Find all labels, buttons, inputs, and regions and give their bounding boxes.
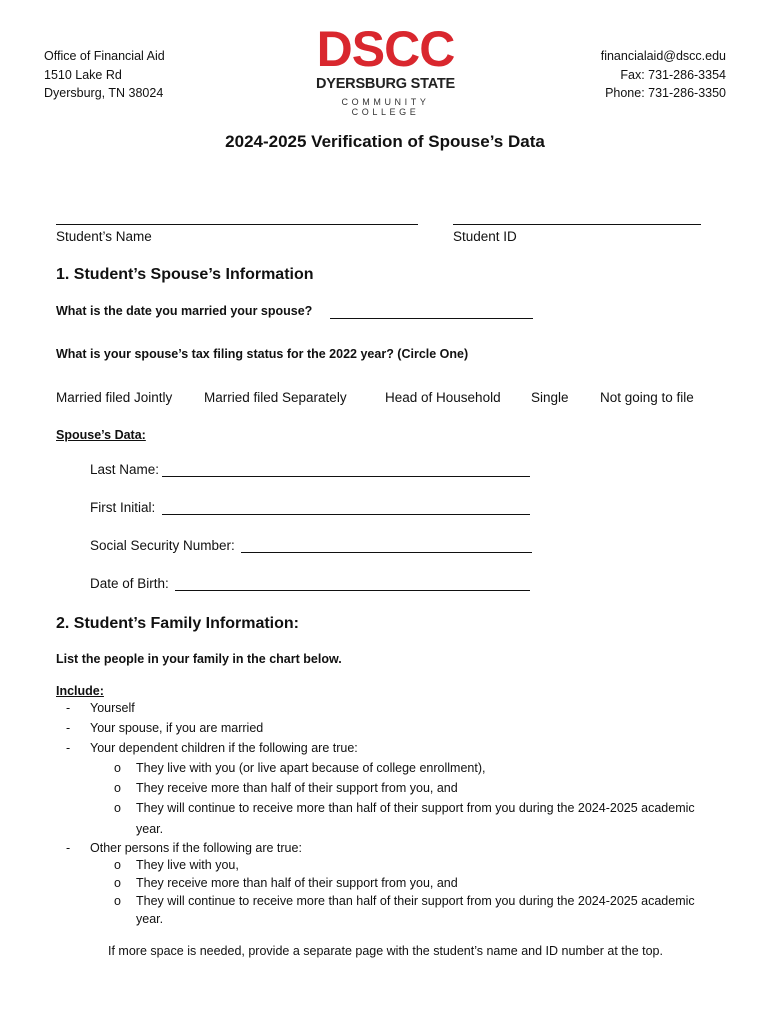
logo-college-name: DYERSBURG STATE	[315, 76, 456, 92]
item-yourself: Yourself	[90, 701, 135, 715]
child-condition: They live with you (or live apart because of college enrollment),	[136, 761, 486, 775]
dob-line[interactable]	[175, 590, 530, 591]
dash-bullet: -	[66, 741, 71, 755]
section2-heading: 2. Student’s Family Information:	[56, 615, 299, 632]
footer-note: If more space is needed, provide a separate page with the student’s name and ID number at the top.	[108, 944, 663, 958]
dash-bullet: -	[66, 841, 71, 855]
other-condition: year.	[136, 912, 164, 926]
office-name: Office of Financial Aid	[44, 49, 165, 63]
family-instruction: List the people in your family in the chart below.	[56, 652, 342, 666]
ssn-label: Social Security Number:	[90, 538, 235, 553]
student-id-label: Student ID	[453, 229, 517, 244]
office-street: 1510 Lake Rd	[44, 67, 122, 82]
marriage-date-question: What is the date you married your spouse?	[56, 304, 313, 318]
item-other-persons: Other persons if the following are true:	[90, 841, 302, 855]
student-name-line[interactable]	[56, 224, 418, 225]
circle-bullet: o	[114, 761, 121, 775]
circle-bullet: o	[114, 858, 121, 872]
other-condition: They will continue to receive more than half of their support from you during the 2024-2025 academic	[136, 894, 695, 908]
student-name-label: Student’s Name	[56, 229, 152, 244]
circle-bullet: o	[114, 801, 121, 815]
child-condition: They receive more than half of their support from you, and	[136, 781, 458, 795]
first-initial-label: First Initial:	[90, 500, 156, 515]
section1-heading: 1. Student’s Spouse’s Information	[56, 266, 314, 283]
contact-email: financialaid@dscc.edu	[600, 49, 726, 63]
dash-bullet: -	[66, 701, 71, 715]
circle-bullet: o	[114, 781, 121, 795]
last-name-line[interactable]	[162, 476, 530, 477]
other-condition: They live with you,	[136, 858, 239, 872]
option-single[interactable]: Single	[531, 390, 569, 405]
child-condition: They will continue to receive more than half of their support from you during the 2024-2025 academic	[136, 801, 695, 815]
option-head-of-household[interactable]: Head of Household	[385, 390, 501, 405]
item-dependent-children: Your dependent children if the following are true:	[90, 741, 358, 755]
logo-tagline: COMMUNITY COLLEGE	[341, 97, 430, 117]
office-address	[44, 47, 165, 103]
option-not-filing[interactable]: Not going to file	[600, 390, 694, 405]
office-city: Dyersburg, TN 38024	[44, 86, 164, 100]
other-condition: They receive more than half of their support from you, and	[136, 876, 458, 890]
option-married-separately[interactable]: Married filed Separately	[204, 390, 347, 405]
ssn-line[interactable]	[241, 552, 532, 553]
option-married-jointly[interactable]: Married filed Jointly	[56, 390, 173, 405]
marriage-date-line[interactable]	[330, 318, 533, 319]
logo-wordmark: DSCC	[316, 21, 455, 77]
first-initial-line[interactable]	[162, 514, 530, 515]
circle-bullet: o	[114, 894, 121, 908]
item-spouse: Your spouse, if you are married	[90, 721, 264, 735]
child-condition: year.	[136, 822, 164, 836]
contact-fax: Fax: 731-286-3354	[620, 67, 726, 82]
include-label: Include:	[56, 684, 104, 698]
dob-label: Date of Birth:	[90, 576, 169, 591]
dscc-logo	[307, 21, 464, 117]
contact-info	[601, 47, 726, 103]
last-name-label: Last Name:	[90, 462, 160, 477]
contact-phone: Phone: 731-286-3350	[605, 86, 726, 100]
circle-bullet: o	[114, 876, 121, 890]
dash-bullet: -	[66, 721, 71, 735]
tax-status-question: What is your spouse’s tax filing status for the 2022 year? (Circle One)	[56, 347, 469, 361]
student-id-line[interactable]	[453, 224, 701, 225]
document-title: 2024-2025 Verification of Spouse’s Data	[225, 132, 545, 151]
spouse-data-label: Spouse’s Data:	[56, 428, 146, 442]
